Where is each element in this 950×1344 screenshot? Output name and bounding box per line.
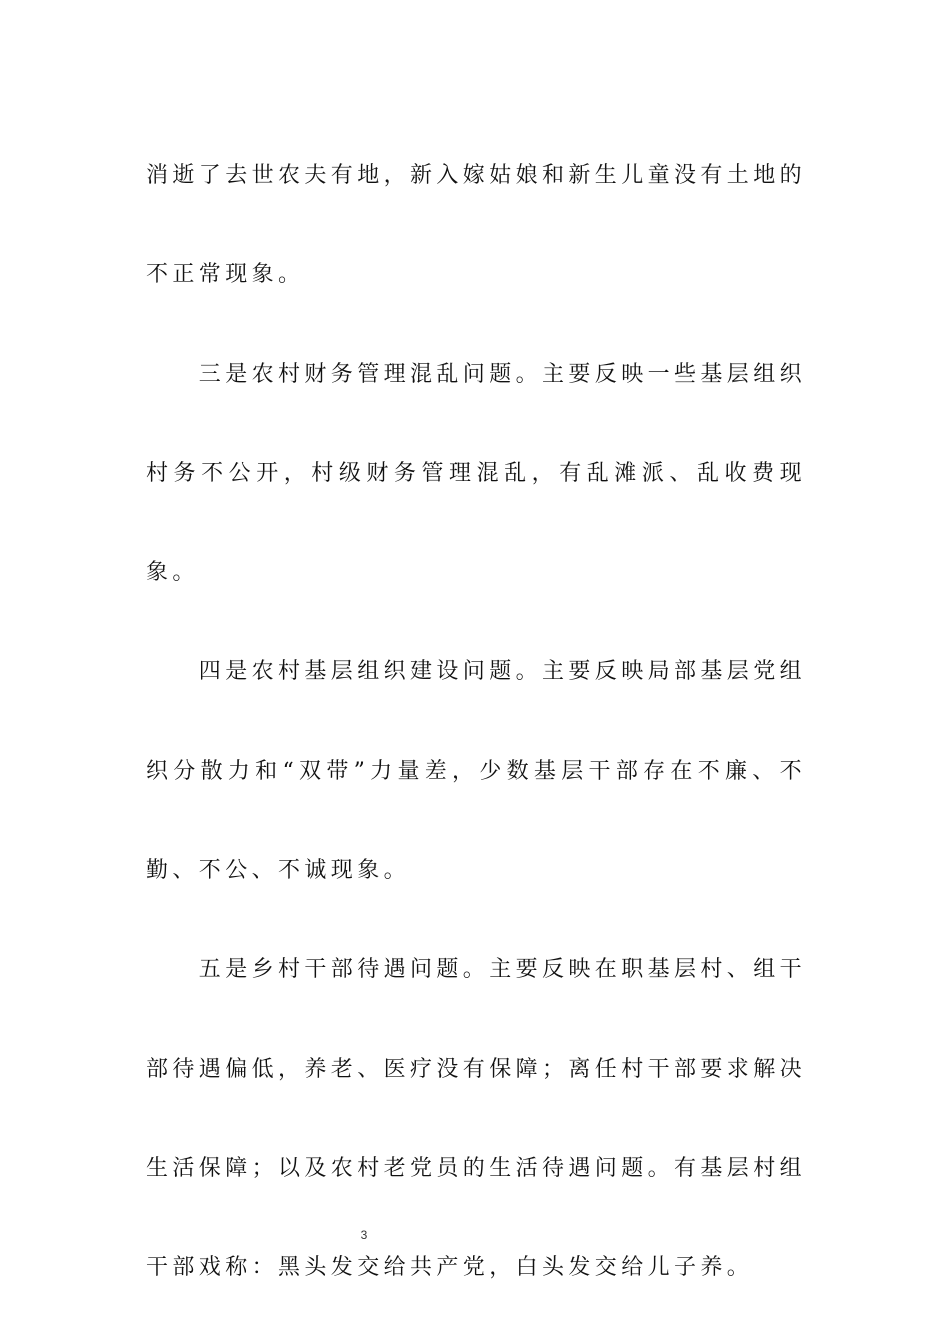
paragraph-continuation: 消逝了去世农夫有地，新入嫁姑娘和新生儿童没有土地的不正常现象。 xyxy=(146,163,807,288)
document-body xyxy=(146,126,806,1318)
page-number: 3 xyxy=(360,1228,368,1242)
paragraph-finance-management: 三是农村财务管理混乱问题。主要反映一些基层组织村务不公开，村级财务管理混乱，有乱滩派、乱收费现象。 xyxy=(146,361,806,586)
paragraph-grassroots-organization: 四是农村基层组织建设问题。主要反映局部基层党组织分散力和“双带”力量差，少数基层干部存在不廉、不勤、不公、不诚现象。 xyxy=(146,659,806,884)
paragraph-cadre-treatment: 五是乡村干部待遇问题。主要反映在职基层村、组干部待遇偏低，养老、医疗没有保障；离任村干部要求解决生活保障；以及农村老党员的生活待遇问题。有基层村组干部戏称：黑头发交给共产党，白头发交给儿子养。 xyxy=(146,957,807,1281)
